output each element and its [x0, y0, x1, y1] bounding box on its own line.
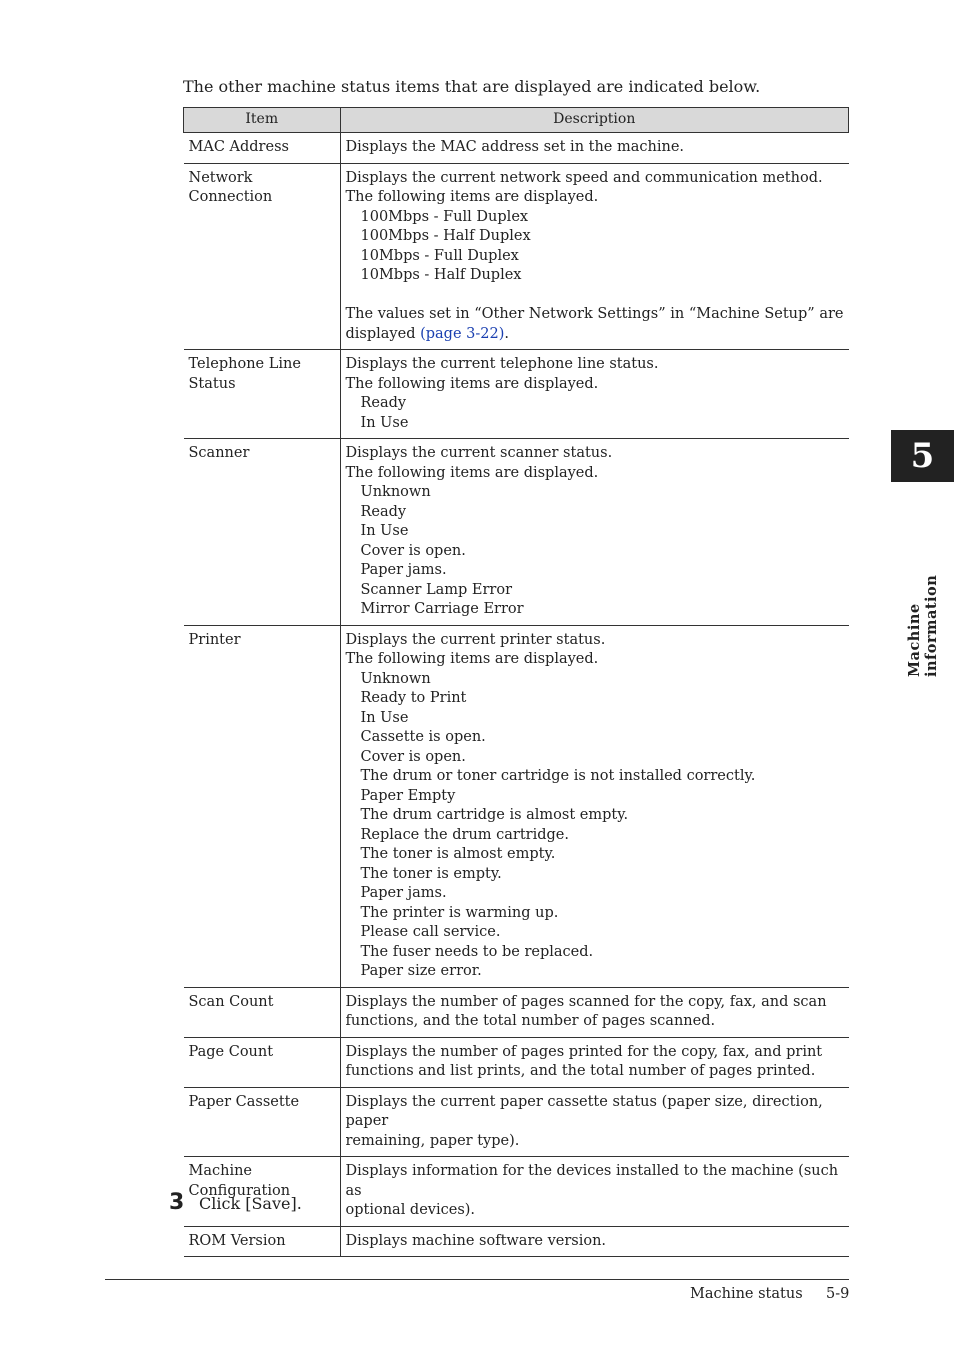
description-cell — [340, 1226, 849, 1257]
item-label: Scanner — [188, 445, 250, 461]
item-label: Machine — [188, 1163, 253, 1179]
table-row — [184, 1037, 849, 1087]
description-line: remaining, paper type). — [345, 1132, 520, 1149]
table-row — [184, 133, 849, 164]
table-body — [184, 133, 849, 1257]
item-cell — [184, 987, 341, 1037]
description-line: The following items are displayed. — [345, 375, 599, 392]
table-row — [184, 625, 849, 987]
footer-divider — [105, 1279, 849, 1280]
sub-item: The drum or toner cartridge is not installed correctly. — [360, 768, 756, 784]
table-row — [184, 350, 849, 439]
description-line: The values set in “Other Network Settings” in “Machine Setup” are — [345, 306, 844, 322]
table-row — [184, 987, 849, 1037]
description-line: Displays the current telephone line status. — [345, 356, 659, 372]
item-label: Paper Cassette — [188, 1093, 300, 1110]
sub-item: The toner is almost empty. — [360, 846, 556, 862]
description-line: Displays the current network speed and communication method. — [345, 169, 823, 186]
description-line: Displays the number of pages scanned for the copy, fax, and scan — [345, 993, 827, 1010]
table-row — [184, 1226, 849, 1257]
item-label: Status — [188, 375, 236, 392]
description-line: Displays the MAC address set in the machine. — [345, 139, 685, 155]
sub-item: Paper Empty — [360, 787, 456, 804]
item-label: Configuration — [188, 1182, 291, 1199]
table-row — [184, 439, 849, 626]
item-cell — [184, 625, 341, 987]
sub-item: Paper size error. — [360, 963, 482, 979]
description-cell — [340, 439, 849, 626]
description-line: Displays information for the devices installed to the machine (such as — [345, 1163, 839, 1199]
sub-item: Ready to Print — [360, 690, 467, 706]
item-label: MAC Address — [188, 139, 289, 155]
description-cell — [340, 1157, 849, 1227]
description-line: Displays the number of pages printed for the copy, fax, and print — [345, 1043, 823, 1060]
table-row — [184, 1087, 849, 1157]
sub-item: Ready — [360, 503, 407, 520]
item-label: ROM Version — [188, 1232, 286, 1249]
chapter-number-tab: 5 — [891, 430, 954, 482]
intro-text: The other machine status items that are displayed are indicated below. — [183, 77, 761, 96]
description-cell — [340, 987, 849, 1037]
after-suffix: . — [504, 325, 509, 342]
sub-item: In Use — [360, 523, 409, 539]
sub-item: Unknown — [360, 484, 431, 500]
sub-item: The toner is empty. — [360, 865, 502, 882]
sub-item: Unknown — [360, 670, 431, 687]
page-number: 5-9 — [826, 1286, 850, 1302]
after-prefix: displayed — [345, 325, 421, 342]
sub-item: The drum cartridge is almost empty. — [360, 807, 629, 823]
description-cell — [340, 350, 849, 439]
description-line: optional devices). — [345, 1202, 476, 1218]
sub-item: 10Mbps - Half Duplex — [360, 267, 522, 283]
spacer — [346, 286, 844, 306]
item-cell — [184, 439, 341, 626]
description-cell — [340, 625, 849, 987]
description-cell — [340, 163, 849, 350]
item-cell — [184, 1087, 341, 1157]
item-cell — [184, 1226, 341, 1257]
step-number: 3 — [169, 1190, 185, 1215]
item-label: Printer — [188, 631, 241, 648]
description-line: Displays the current scanner status. — [345, 445, 613, 461]
item-label: Scan Count — [188, 993, 274, 1010]
item-label: Network Connection — [188, 169, 273, 205]
sub-item: Cover is open. — [360, 542, 466, 559]
sub-item: Replace the drum cartridge. — [360, 826, 569, 843]
sub-item: 100Mbps - Full Duplex — [360, 208, 529, 225]
sub-item: Ready — [360, 395, 407, 411]
header-description: Description — [340, 108, 849, 133]
sub-item: Cover is open. — [360, 748, 466, 765]
sub-item: Scanner Lamp Error — [360, 581, 513, 598]
machine-status-table — [183, 107, 849, 1257]
sub-item: Paper jams. — [360, 562, 447, 578]
description-line: Displays the current paper cassette status (paper size, direction, paper — [345, 1093, 823, 1129]
header-item: Item — [184, 108, 341, 133]
description-line — [346, 325, 844, 345]
sub-item: Mirror Carriage Error — [360, 601, 524, 617]
sub-item: The fuser needs to be replaced. — [360, 943, 594, 960]
footer-section-title: Machine status — [690, 1286, 803, 1302]
item-cell — [184, 163, 341, 350]
description-line: functions and list prints, and the total number of pages printed. — [345, 1063, 816, 1079]
description-line: The following items are displayed. — [345, 464, 599, 481]
page-reference-link[interactable]: (page 3-22) — [420, 325, 505, 342]
description-line: functions, and the total number of pages scanned. — [345, 1013, 716, 1029]
sub-item: Paper jams. — [360, 885, 447, 901]
sub-item: In Use — [360, 709, 409, 726]
item-cell — [184, 350, 341, 439]
sub-item: 100Mbps - Half Duplex — [360, 228, 531, 244]
description-line: The following items are displayed. — [345, 189, 599, 205]
chapter-label: Machine information — [906, 574, 940, 677]
description-cell — [340, 1037, 849, 1087]
table-header-row — [184, 108, 849, 133]
sub-item: The printer is warming up. — [360, 904, 559, 921]
item-label: Page Count — [188, 1043, 274, 1060]
description-line: The following items are displayed. — [345, 651, 599, 667]
description-line: Displays the current printer status. — [345, 631, 606, 648]
item-cell — [184, 133, 341, 164]
description-line: Displays machine software version. — [345, 1232, 607, 1249]
item-cell — [184, 1037, 341, 1087]
step-text: Click [Save]. — [199, 1194, 302, 1213]
table-row — [184, 163, 849, 350]
sub-item: Cassette is open. — [360, 729, 486, 745]
step-3 — [169, 1190, 302, 1215]
description-cell — [340, 133, 849, 164]
item-label: Telephone Line — [188, 356, 301, 372]
sub-item: 10Mbps - Full Duplex — [360, 247, 519, 264]
sub-item: In Use — [360, 414, 409, 431]
sub-item: Please call service. — [360, 924, 501, 940]
description-cell — [340, 1087, 849, 1157]
